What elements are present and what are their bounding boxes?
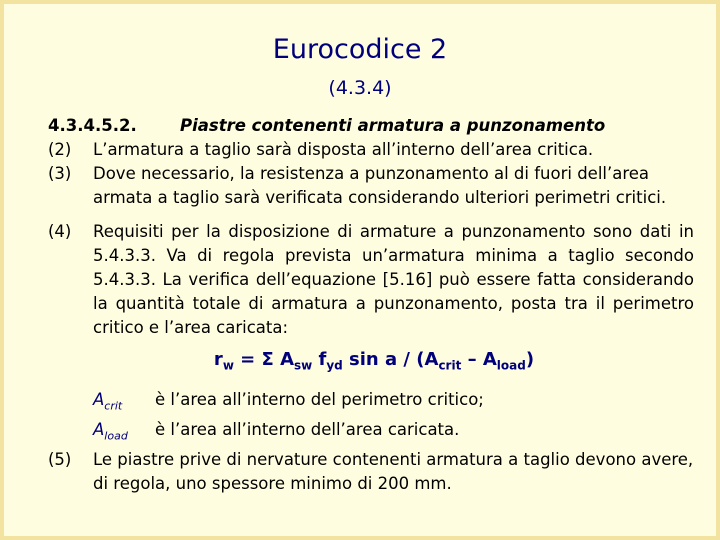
- paragraph-text: L’armatura a taglio sarà disposta all’interno dell’area critica.: [93, 140, 594, 159]
- definition-row: [93, 418, 694, 448]
- paragraph-text: Le piastre prive di nervature contenenti armatura a taglio devono avere, di regola, uno spessore minimo di 200 mm.: [93, 450, 694, 494]
- section-heading: [48, 114, 694, 138]
- paragraph-number: (2): [48, 140, 72, 159]
- definition-row: [93, 388, 694, 418]
- slide-title: Eurocodice 2: [272, 34, 448, 65]
- paragraph-text: Dove necessario, la resistenza a punzonamento al di fuori dell’area armata a taglio sarà verificata considerando ulteriori perimetri critici.: [93, 164, 667, 207]
- formula: $r_w = \Sigma$ $A_{sw}$ $f_{yd}$ sin a / $(A_{crit} - A_{load})$: [213, 349, 535, 373]
- paragraph-5: [4, 448, 694, 496]
- definition-symbol: $A_{load}$: [93, 419, 128, 443]
- definition-symbol: $A_{crit}$: [93, 389, 123, 412]
- slide-body: [4, 114, 694, 496]
- definition-text: è l’area all’interno del perimetro critico;: [155, 389, 484, 409]
- paragraph-3: [4, 162, 694, 210]
- paragraph-4: [4, 220, 694, 340]
- paragraph-number: (5): [48, 450, 72, 470]
- paragraph-number: (4): [48, 222, 72, 241]
- section-title: Piastre contenenti armatura a punzonamento: [180, 116, 606, 135]
- definition-text: è l’area all’interno dell’area caricata.: [155, 419, 460, 439]
- paragraph-2: [4, 138, 694, 162]
- paragraph-number: (3): [48, 164, 72, 183]
- section-number: 4.3.4.5.2.: [48, 116, 137, 135]
- slide-subtitle: (4.3.4): [328, 77, 392, 99]
- definitions: [4, 388, 694, 449]
- paragraph-text: Requisiti per la disposizione di armature a punzonamento sono dati in 5.4.3.3. Va di regola prevista un’armatura minima a taglio secondo 5.4.3.3. La verifica dell’equazione [5.16] può essere fatta considerando la quantità totale di armatura a punzonamento, posta tra il perimetro critico e l’area caricata:: [93, 222, 694, 337]
